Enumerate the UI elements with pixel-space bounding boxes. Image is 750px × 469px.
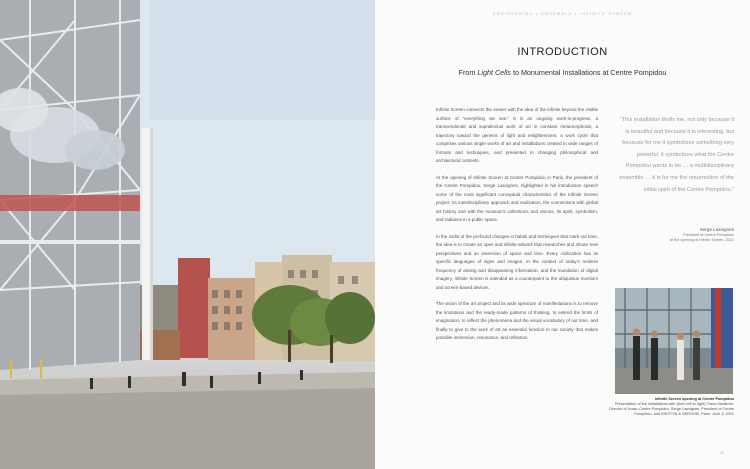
subtitle-post: to Monumental Installations at Centre Pompidou xyxy=(510,68,667,77)
opening-photo xyxy=(615,288,733,394)
running-head: ENGINEERING • ENSEMBLE • INFINITE SCREEN xyxy=(492,11,633,16)
body-paragraph: The vision of the art project and its wide spectrum of manifestations is to remove the limitations and the ready-made patterns of thinking, to extend the limits of imagination, to reflect the phenomena and the visual vocabulary of our time, and finally to give to the work of art an essential function in our society that makes possible immersion, resonance, and reflection. xyxy=(436,301,598,340)
quote-author-role: President of Centre Pompidou xyxy=(683,232,734,237)
text-page xyxy=(375,0,750,469)
opening-caption-text: Presentation of the installations with (from left to right) Frank Madlener, Director of Ircam–Centre Pompidou, Serge Lasvignes, President of Centre Pompidou, and KRISTYN & SERGHEI, Paris, June 3, 2021 xyxy=(609,402,734,416)
pull-quote: “This installation thrills me, not only because it is beautiful and because it is interesting, but because for me it symbolizes something very powerful, it symbolizes what the Centre Pompidou wants to be … a multidisciplinary ensemble … it is for me the resurrection of the initial spirit of the Centre Pompidou.” xyxy=(619,117,734,193)
opening-caption-title: Infinite Screen opening at Centre Pompidou xyxy=(654,397,734,401)
quote-author-name: Serge Lasvignes xyxy=(699,227,734,232)
body-paragraph: In the midst of the profound changes in habits and techniques that mark our time, the idea is to create an open and infinite artwork that researches and shows new perspectives and an extension of space and time. Every civilization has its specific languages of signs and images. In the context of today’s restless frequency of arising and disappearing information, and the inundation of digital imagery, Infinite Screen is intended as a counterpoint to the ubiquitous monitors and screen-based devices. xyxy=(436,233,598,290)
page-number: 11 xyxy=(720,450,725,455)
opening-photo-caption xyxy=(607,397,734,417)
body-text-column xyxy=(436,106,598,351)
body-paragraph: At the opening of Infinite Screen at Centre Pompidou in Paris, the president of the Centre Pompidou, Serge Lasvignes, highlighted in his introduction speech some of the most significant conceptual characteristics of the Infinite Screen project: its interdisciplinary approach and realization, the connections with global art history and with the museum’s collections and visions, its spirit, symbolism, and radiance in a public space. xyxy=(436,174,598,222)
quote-author-context: at the opening of Infinite Screen, 2021 xyxy=(669,237,734,242)
page-subtitle xyxy=(375,68,750,77)
quote-author xyxy=(618,227,734,243)
subtitle-pre: From xyxy=(458,68,478,77)
page-title: INTRODUCTION xyxy=(517,46,608,58)
body-paragraph: Infinite Screen connects the viewer with the idea of the infinite beyond the visible surface of “everything we see.” It is an ongoing work-in-progress, a transcendental and supraliminal work of art in constant metamorphosis, a trajectory toward the genesis of light and enlightenment, a work cycle that comprises various single works of art and installations created in wide ranges of formats and techniques, and presented in changing philosophical and architectural contexts. xyxy=(436,107,598,163)
opening-photo-illustration xyxy=(615,288,733,394)
subtitle-italic: Light Cells xyxy=(477,68,511,77)
